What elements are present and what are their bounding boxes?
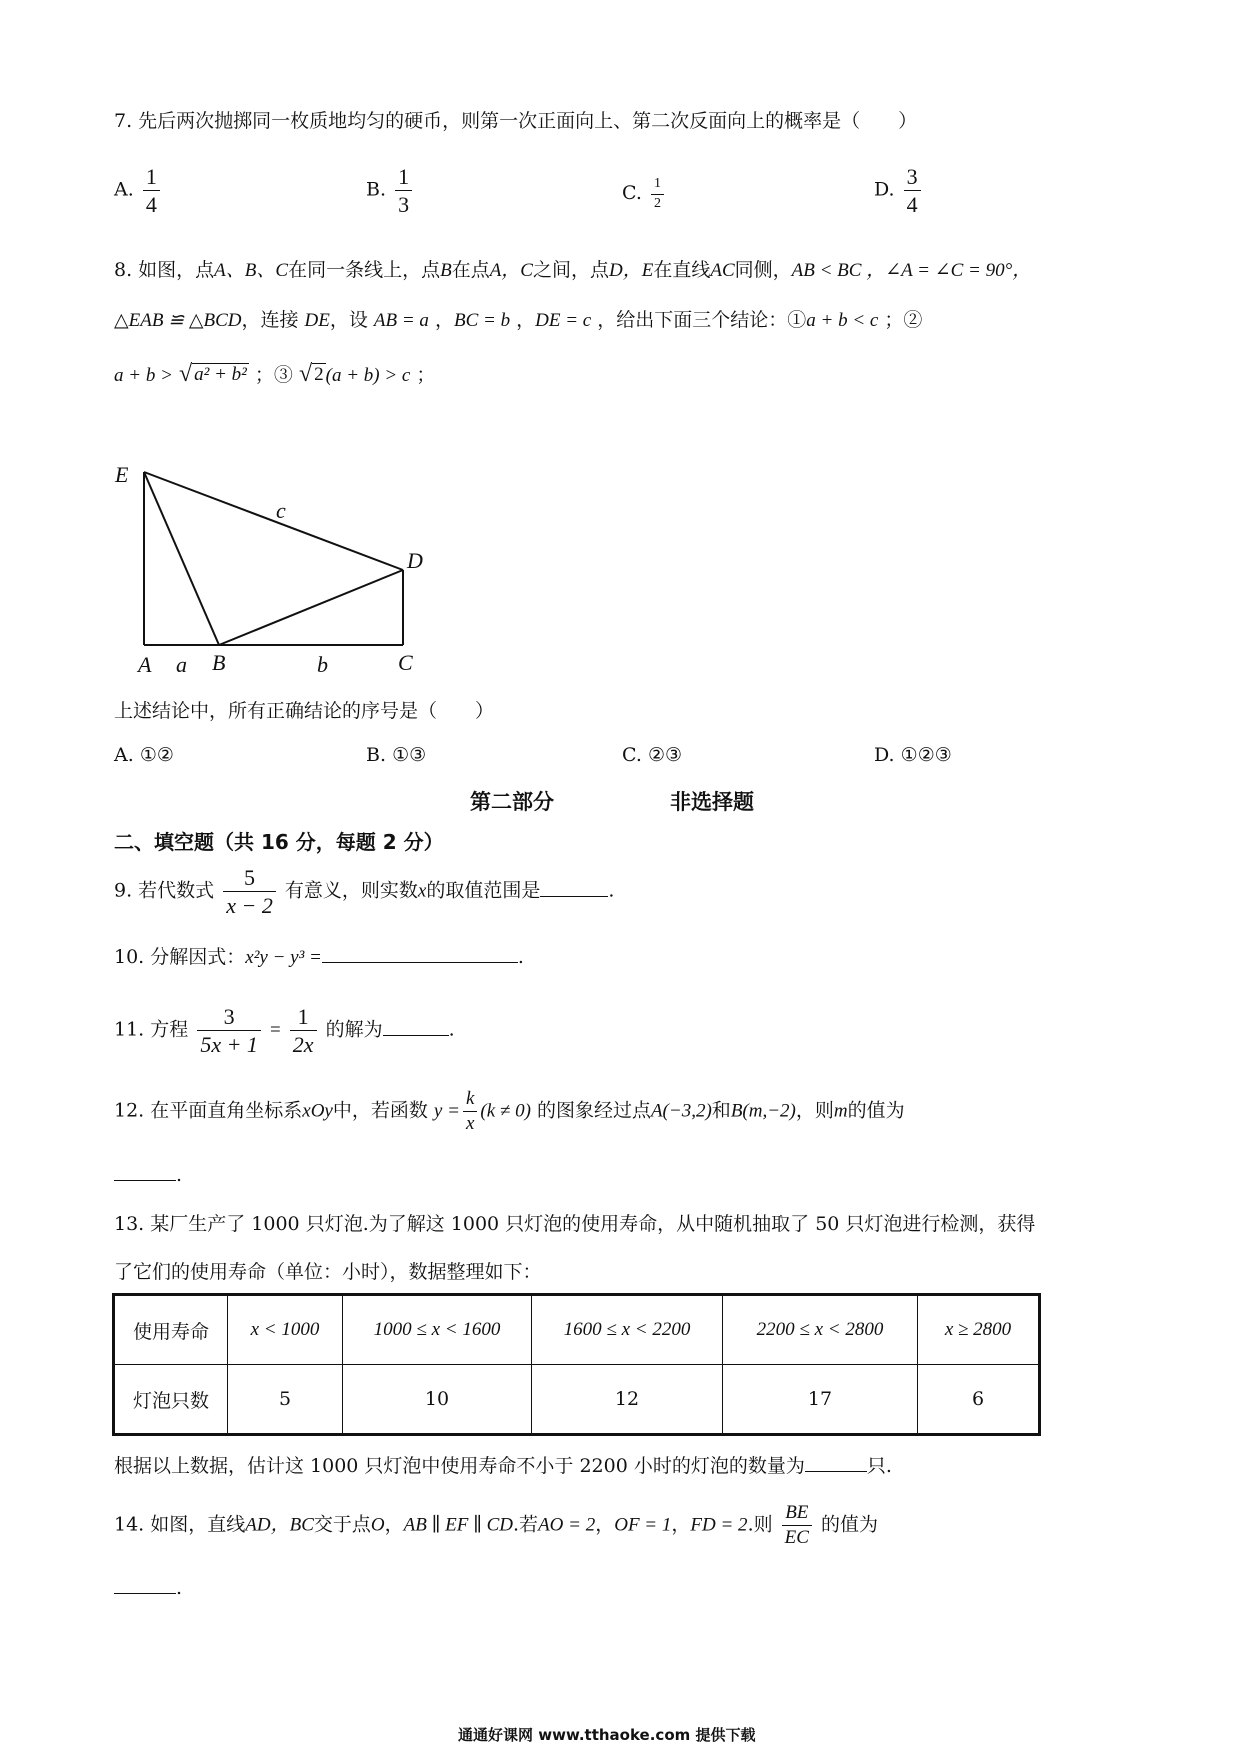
q7-option-c: C. $\frac{1}{2}$ [622,177,667,211]
q13-line1: 13. 某厂生产了 1000 只灯泡.为了解这 1000 只灯泡的使用寿命，从中随机抽取了 50 只灯泡进行检测，获得 [114,1213,1036,1235]
q8-option-c: C. ②③ [622,744,683,766]
q12-line2: . [114,1162,182,1186]
sqrt-sign: √ a² + b² [178,361,247,387]
table-cell: 12 [532,1365,723,1435]
q8-line2: △EAB ≌ △BCD，连接 DE，设 AB = a ，BC = b ，DE = c ，给出下面三个结论：①a + b < c ；② [114,309,923,331]
q14-line1: 14. 如图，直线AD，BC交于点O，AB ∥ EF ∥ CD.若AO = 2，OF = 1，FD = 2.则 $\frac{BE}{EC}$ 的值为 [114,1502,878,1548]
q8-figure [0,0,1240,700]
table-cell: 1000 ≤ x < 1600 [343,1295,532,1365]
table-cell: 10 [343,1365,532,1435]
q8-option-d: D. ①②③ [874,744,952,766]
q8-option-a: A. ①② [114,744,174,766]
q8-ask: 上述结论中，所有正确结论的序号是（ ） [114,700,495,722]
label-a: A [138,652,152,677]
segment-eb [144,472,219,645]
q7-option-a: A. $\frac{1}{4}$ [114,165,163,216]
table-cell: 6 [918,1365,1040,1435]
q7-stem: 7. 先后两次抛掷同一枚质地均匀的硬币，则第一次正面向上、第二次反面向上的概率是（ ） [114,110,918,132]
q13-answer-blank[interactable] [805,1453,867,1472]
label-e: E [115,462,129,487]
label-a-lower: a [176,652,187,677]
table-cell: 17 [723,1365,918,1435]
part2-title-right: 非选择题 [670,790,754,814]
q12-line1: 12. 在平面直角坐标系xOy中，若函数 y = $\frac{k}{x}$ (k ≠ 0) 的图象经过点A(−3,2)和B(m,−2)，则m的值为 [114,1088,905,1134]
label-b: B [212,650,226,675]
label-b-lower: b [317,652,328,677]
q11: 11. 方程 $\frac{3}{5x + 1}$ = $\frac{1}{2x}$ 的解为 . [114,1004,455,1058]
label-d: D [407,548,423,573]
segment-ed [144,472,403,570]
q8-option-b: B. ①③ [366,744,427,766]
q9: 9. 若代数式 $\frac{5}{x - 2}$ 有意义，则实数x的取值范围是 . [114,865,615,919]
table-header-cell: 灯泡只数 [114,1365,228,1435]
q10: 10. 分解因式：x²y − y³ = . [114,946,524,968]
table-header-cell: 使用寿命 [114,1295,228,1365]
q13-data-table [112,1293,1041,1436]
table-row [114,1295,1040,1365]
table-cell: x ≥ 2800 [918,1295,1040,1365]
q7-option-b: B. $\frac{1}{3}$ [366,165,415,216]
table-cell: 1600 ≤ x < 2200 [532,1295,723,1365]
q7-option-d: D. $\frac{3}{4}$ [874,165,924,216]
q8-line1: 8. 如图，点A、B、C在同一条线上，点B在点A，C之间，点D，E在直线AC同侧，AB < BC ，∠A = ∠C = 90°， [114,259,1032,281]
segment-bd [219,570,403,645]
q8-line3: a + b > √ a² + b² ；③ √ 2 (a + b) > c ； [114,361,436,387]
part2-title-left: 第二部分 [470,790,554,814]
q14-answer-blank[interactable] [114,1575,176,1594]
q14-line2: . [114,1575,182,1599]
section2-title: 二、填空题（共 16 分，每题 2 分） [114,830,444,854]
page-footer: 通通好课网 www.tthaoke.com 提供下载 [458,1726,756,1744]
q12-answer-blank[interactable] [114,1162,176,1181]
q9-answer-blank[interactable] [540,878,608,897]
table-cell: 2200 ≤ x < 2800 [723,1295,918,1365]
table-cell: x < 1000 [228,1295,343,1365]
q10-answer-blank[interactable] [322,944,518,963]
label-c: C [398,650,413,675]
table-row [114,1365,1040,1435]
label-c-lower: c [276,498,286,523]
table-cell: 5 [228,1365,343,1435]
q11-answer-blank[interactable] [383,1017,449,1036]
q13-line2: 了它们的使用寿命（单位：小时），数据整理如下： [114,1261,542,1283]
q13-question: 根据以上数据，估计这 1000 只灯泡中使用寿命不小于 2200 小时的灯泡的数量为 只. [114,1455,892,1477]
